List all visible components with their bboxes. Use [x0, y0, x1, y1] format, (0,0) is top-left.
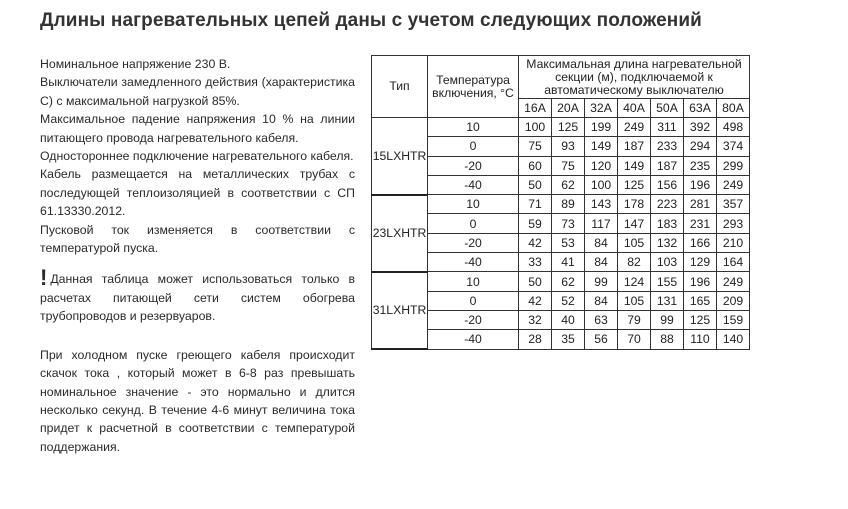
length-cell: 196 [684, 272, 717, 291]
length-cell: 56 [585, 330, 618, 349]
length-cell: 42 [519, 291, 552, 310]
length-cell: 103 [651, 253, 684, 272]
temperature-cell: 0 [428, 214, 519, 233]
table-row [372, 233, 750, 252]
header-amp-16a: 16A [519, 99, 552, 118]
length-cell: 165 [684, 291, 717, 310]
voltage-note: Номинальное напряжение 230 В. [40, 57, 231, 71]
table-row [372, 137, 750, 156]
length-cell: 84 [585, 291, 618, 310]
length-cell: 209 [717, 291, 750, 310]
length-cell: 32 [519, 310, 552, 329]
temperature-cell: -40 [428, 330, 519, 349]
header-type: Тип [372, 56, 428, 118]
length-cell: 100 [585, 175, 618, 194]
length-cell: 28 [519, 330, 552, 349]
conditions-text [40, 55, 355, 456]
length-cell: 62 [552, 175, 585, 194]
length-cell: 105 [618, 291, 651, 310]
header-amp-32a: 32A [585, 99, 618, 118]
temperature-cell: 10 [428, 195, 519, 214]
table-row [372, 272, 750, 291]
temperature-cell: -40 [428, 253, 519, 272]
header-amp-63a: 63A [684, 99, 717, 118]
length-cell: 117 [585, 214, 618, 233]
length-cell: 84 [585, 233, 618, 252]
length-cell: 156 [651, 175, 684, 194]
length-cell: 223 [651, 195, 684, 214]
length-cell: 120 [585, 156, 618, 175]
installation-note: Кабель размещается на металлических трубах с последующей теплоизоляцией в соответствии с СП 61.13330.2012. [40, 167, 355, 219]
length-cell: 82 [618, 253, 651, 272]
length-cell: 41 [552, 253, 585, 272]
length-cell: 125 [552, 118, 585, 137]
length-cell: 196 [684, 175, 717, 194]
length-cell: 99 [651, 310, 684, 329]
breaker-note: Выключатели замедленного действия (характеристика С) с максимальной нагрузкой 85%. [40, 75, 355, 108]
temperature-cell: -20 [428, 233, 519, 252]
length-cell: 59 [519, 214, 552, 233]
cable-type: 15LXHTR [372, 118, 428, 195]
length-cell: 50 [519, 175, 552, 194]
length-cell: 52 [552, 291, 585, 310]
length-cell: 311 [651, 118, 684, 137]
voltage-drop-note: Максимальное падение напряжения 10 % на линии питающего провода нагревательного кабеля. [40, 112, 355, 145]
length-cell: 60 [519, 156, 552, 175]
page-title: Длины нагревательных цепей даны с учетом следующих положений [40, 10, 702, 31]
table-row [372, 330, 750, 349]
length-cell: 293 [717, 214, 750, 233]
length-cell: 99 [585, 272, 618, 291]
length-cell: 498 [717, 118, 750, 137]
length-cell: 249 [717, 272, 750, 291]
length-cell: 147 [618, 214, 651, 233]
length-cell: 35 [552, 330, 585, 349]
length-cell: 199 [585, 118, 618, 137]
length-cell: 235 [684, 156, 717, 175]
length-cell: 89 [552, 195, 585, 214]
length-cell: 249 [717, 175, 750, 194]
length-cell: 187 [651, 156, 684, 175]
header-temperature: Температура включения, °С [428, 56, 519, 118]
length-cell: 155 [651, 272, 684, 291]
length-cell: 63 [585, 310, 618, 329]
length-cell: 392 [684, 118, 717, 137]
length-cell: 299 [717, 156, 750, 175]
length-cell: 93 [552, 137, 585, 156]
length-cell: 187 [618, 137, 651, 156]
length-cell: 249 [618, 118, 651, 137]
length-cell: 140 [717, 330, 750, 349]
length-cell: 100 [519, 118, 552, 137]
length-cell: 357 [717, 195, 750, 214]
length-cell: 164 [717, 253, 750, 272]
temperature-cell: -20 [428, 310, 519, 329]
length-cell: 88 [651, 330, 684, 349]
temperature-cell: -20 [428, 156, 519, 175]
length-cell: 129 [684, 253, 717, 272]
header-max-length: Максимальная длина нагревательной секции (м), подключаемой к автоматическому выключателю [519, 56, 750, 99]
header-amp-80a: 80A [717, 99, 750, 118]
table-row [372, 156, 750, 175]
length-cell: 132 [651, 233, 684, 252]
length-cell: 125 [684, 310, 717, 329]
length-cell: 125 [618, 175, 651, 194]
header-amp-20a: 20A [552, 99, 585, 118]
length-cell: 233 [651, 137, 684, 156]
table-row [372, 253, 750, 272]
length-cell: 75 [552, 156, 585, 175]
warning-note [40, 265, 355, 325]
table-row [372, 310, 750, 329]
length-cell: 75 [519, 137, 552, 156]
length-cell: 84 [585, 253, 618, 272]
table-row [372, 195, 750, 214]
temperature-cell: 0 [428, 137, 519, 156]
length-cell: 53 [552, 233, 585, 252]
header-amp-50a: 50A [651, 99, 684, 118]
length-cell: 178 [618, 195, 651, 214]
length-cell: 159 [717, 310, 750, 329]
length-cell: 143 [585, 195, 618, 214]
length-cell: 166 [684, 233, 717, 252]
length-cell: 374 [717, 137, 750, 156]
length-cell: 210 [717, 233, 750, 252]
length-cell: 70 [618, 330, 651, 349]
table-row [372, 118, 750, 137]
temperature-cell: 10 [428, 272, 519, 291]
length-cell: 71 [519, 195, 552, 214]
length-cell: 294 [684, 137, 717, 156]
temperature-cell: -40 [428, 175, 519, 194]
length-cell: 42 [519, 233, 552, 252]
length-cell: 149 [618, 156, 651, 175]
length-cell: 40 [552, 310, 585, 329]
cable-type: 23LXHTR [372, 195, 428, 272]
length-cell: 62 [552, 272, 585, 291]
table-row [372, 291, 750, 310]
temperature-cell: 10 [428, 118, 519, 137]
length-cell: 110 [684, 330, 717, 349]
temperature-cell: 0 [428, 291, 519, 310]
warning-text: Данная таблица может использоваться только в расчетах питающей сети систем обогрева трубопроводов и резервуаров. [40, 272, 355, 324]
length-cell: 183 [651, 214, 684, 233]
length-cell: 231 [684, 214, 717, 233]
length-cell: 149 [585, 137, 618, 156]
length-cell: 105 [618, 233, 651, 252]
length-cell: 281 [684, 195, 717, 214]
length-cell: 124 [618, 272, 651, 291]
length-cell: 50 [519, 272, 552, 291]
table-row [372, 175, 750, 194]
table-row [372, 214, 750, 233]
length-cell: 73 [552, 214, 585, 233]
cold-start-note: При холодном пуске греющего кабеля происходит скачок тока , который может в 6-8 раз превышать номинальное значение - это нормально и длится несколько секунд. В течение 4-6 минут величина тока придет к расчетной в соответствии с температурой поддержания. [40, 347, 355, 454]
exclamation-icon: ! [40, 265, 48, 291]
start-current-note: Пусковой ток изменяется в соответствии с температурой пуска. [40, 222, 355, 256]
length-cell: 131 [651, 291, 684, 310]
length-cell: 79 [618, 310, 651, 329]
heating-length-table [371, 55, 750, 350]
length-cell: 33 [519, 253, 552, 272]
connection-note: Одностороннее подключение нагревательного кабеля. [40, 149, 354, 164]
cable-type: 31LXHTR [372, 272, 428, 349]
header-amp-40a: 40A [618, 99, 651, 118]
